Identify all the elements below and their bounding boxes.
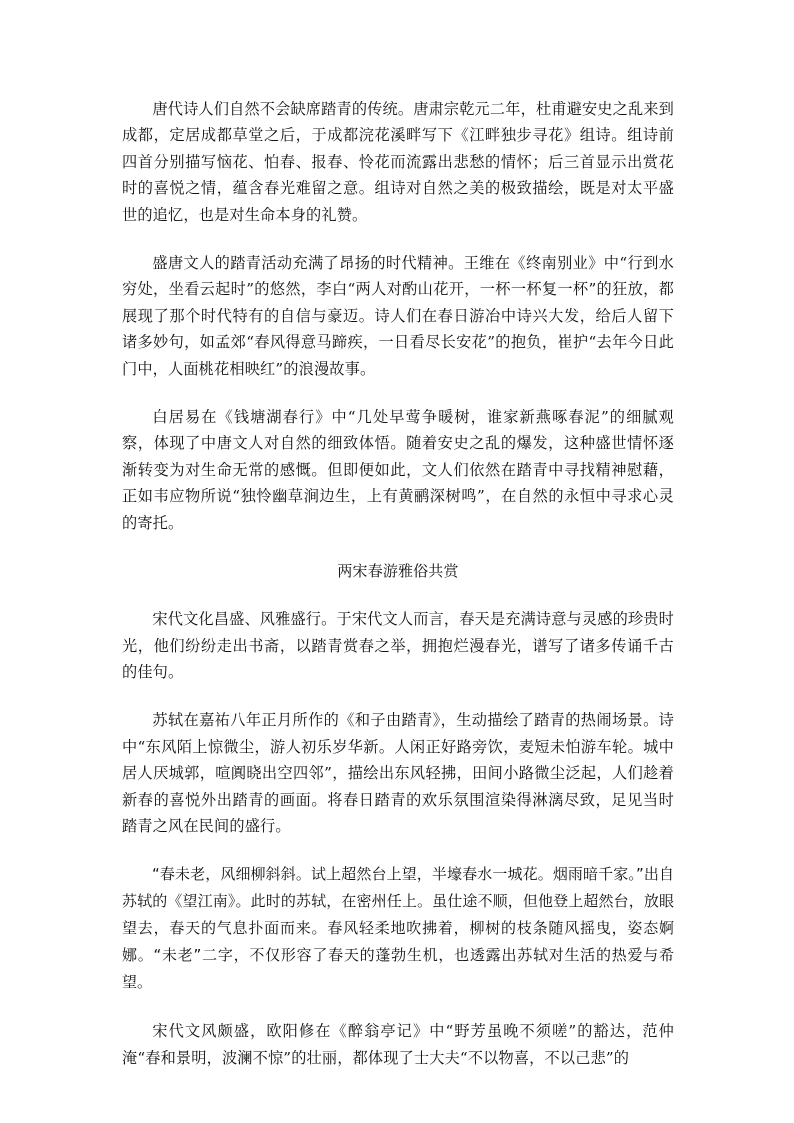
paragraph-gap (122, 228, 674, 250)
document-page (122, 96, 674, 1071)
paragraph-su-shi-taqing: 苏轼在嘉祐八年正月所作的《和子由踏青》，生动描绘了踏青的热闹场景。诗中“东风陌上惊微尘，游人初乐岁华新。人闲正好路旁饮，麦短未怕游车轮。城中居人厌城郭，喧阗晓出空四邻”，描绘出东风轻拂，田间小路微尘泛起，人们趁着新春的喜悦外出踏青的画面。将春日踏青的欢乐氛围渲染得淋漓尽致，足见当时踏青之风在民间的盛行。 (122, 711, 674, 835)
paragraph-tang-dufu: 唐代诗人们自然不会缺席踏青的传统。唐肃宗乾元二年，杜甫避安史之乱来到成都，定居成都草堂之后，于成都浣花溪畔写下《江畔独步寻花》组诗。组诗前四首分别描写恼花、怕春、报春、怜花而流露出悲愁的情怀；后三首显示出赏花时的喜悦之情，蕴含春光难留之意。组诗对自然之美的极致描绘，既是对太平盛世的追忆，也是对生命本身的礼赞。 (122, 100, 674, 224)
paragraph-high-tang-spirit: 盛唐文人的踏青活动充满了昂扬的时代精神。王维在《终南别业》中“行到水穷处，坐看云起时”的悠然，李白“两人对酌山花开，一杯一杯复一杯”的狂放，都展现了那个时代特有的自信与豪迈。诗人们在春日游冶中诗兴大发，给后人留下诸多妙句，如孟郊“春风得意马蹄疾，一日看尽长安花”的抱负，崔护“去年今日此门中，人面桃花相映红”的浪漫故事。 (122, 254, 674, 378)
paragraph-gap (122, 685, 674, 707)
paragraph-wang-jiangnan: “春未老，风细柳斜斜。试上超然台上望，半壕春水一城花。烟雨暗千家。”出自苏轼的《望江南》。此时的苏轼，在密州任上。虽仕途不顺，但他登上超然台，放眼望去，春天的气息扑面而来。春风轻柔地吹拂着，柳树的枝条随风摇曳，姿态婀娜。“未老”二字，不仅形容了春天的蓬勃生机，也透露出苏轼对生活的热爱与希望。 (122, 865, 674, 992)
paragraph-gap (122, 536, 674, 558)
section-heading: 两宋春游雅俗共赏 (337, 562, 459, 581)
paragraph-bai-juyi: 白居易在《钱塘湖春行》中“几处早莺争暖树，谁家新燕啄春泥”的细腻观察，体现了中唐文人对自然的细致体悟。随着安史之乱的爆发，这种盛世情怀逐渐转变为对生命无常的感慨。但即便如此，文人们依然在踏青中寻找精神慰藉，正如韦应物所说“独怜幽草涧边生，上有黄鹂深树鸣”，在自然的永恒中寻求心灵的寄托。 (122, 408, 674, 532)
paragraph-gap (122, 996, 674, 1018)
paragraph-gap (122, 584, 674, 606)
paragraph-gap (122, 382, 674, 404)
paragraph-gap (122, 839, 674, 861)
paragraph-song-culture: 宋代文化昌盛、风雅盛行。于宋代文人而言，春天是充满诗意与灵感的珍贵时光，他们纷纷走出书斋，以踏青赏春之举，拥抱烂漫春光，谱写了诸多传诵千古的佳句。 (122, 610, 674, 681)
paragraph-song-literati: 宋代文风颇盛，欧阳修在《醉翁亭记》中“野芳虽晚不须嗟”的豁达，范仲淹“春和景明，波澜不惊”的壮丽，都体现了士大夫“不以物喜，不以己悲”的 (122, 1022, 674, 1067)
